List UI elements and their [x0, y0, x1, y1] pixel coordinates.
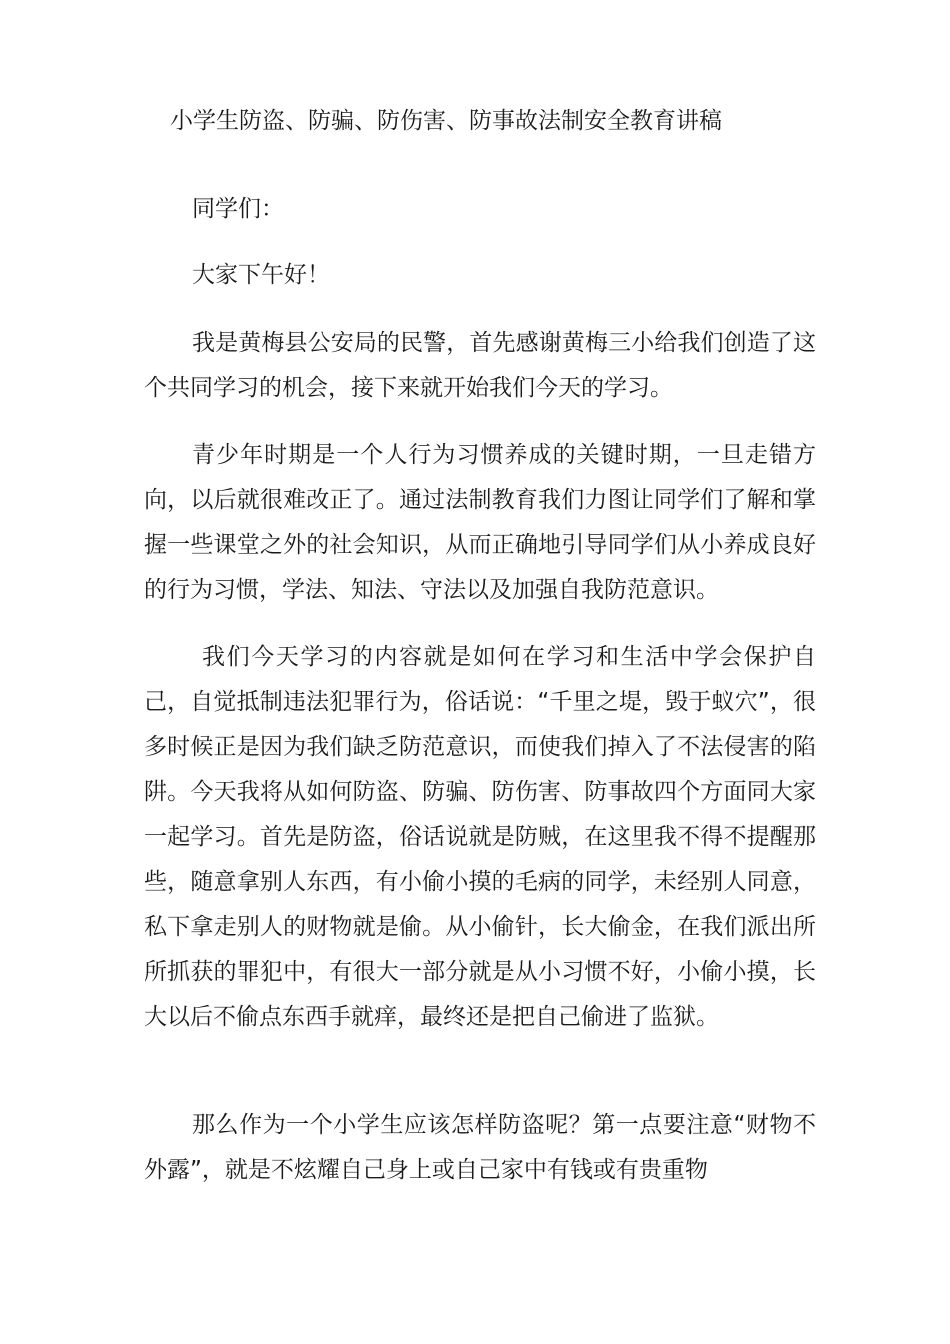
- paragraph-how-to: 那么作为一个小学生应该怎样防盗呢？第一点要注意“财物不外露”，就是不炫耀自己身上或自己家中有钱或有贵重物: [144, 1112, 816, 1183]
- document-title: 小学生防盗、防骗、防伤害、防事故法制安全教育讲稿: [170, 108, 722, 134]
- paragraph-greeting-students: 同学们：: [192, 196, 284, 222]
- paragraph-youth: 青少年时期是一个人行为习惯养成的关键时期，一旦走错方向，以后就很难改正了。通过法制教育我们力图让同学们了解和掌握一些课堂之外的社会知识，从而正确地引导同学们从小养成良好的行为习惯，学法、知法、守法以及加强自我防范意识。: [144, 442, 816, 603]
- paragraph-topic: 我们今天学习的内容就是如何在学习和生活中学会保护自己，自觉抵制违法犯罪行为，俗话说：“千里之堤，毁于蚁穴”，很多时候正是因为我们缺乏防范意识，而使我们掉入了不法侵害的陷阱。今天我将从如何防盗、防骗、防伤害、防事故四个方面同大家一起学习。首先是防盗，俗话说就是防贼，在这里我不得不提醒那些，随意拿别人东西，有小偷小摸的毛病的同学，未经别人同意，私下拿走别人的财物就是偷。从小偷针，长大偷金，在我们派出所所抓获的罪犯中，有很大一部分就是从小习惯不好，小偷小摸，长大以后不偷点东西手就痒，最终还是把自己偷进了监狱。: [144, 644, 816, 1030]
- paragraph-intro: 我是黄梅县公安局的民警，首先感谢黄梅三小给我们创造了这个共同学习的机会，接下来就开始我们今天的学习。: [144, 330, 816, 401]
- paragraph-greeting-afternoon: 大家下午好！: [192, 262, 330, 288]
